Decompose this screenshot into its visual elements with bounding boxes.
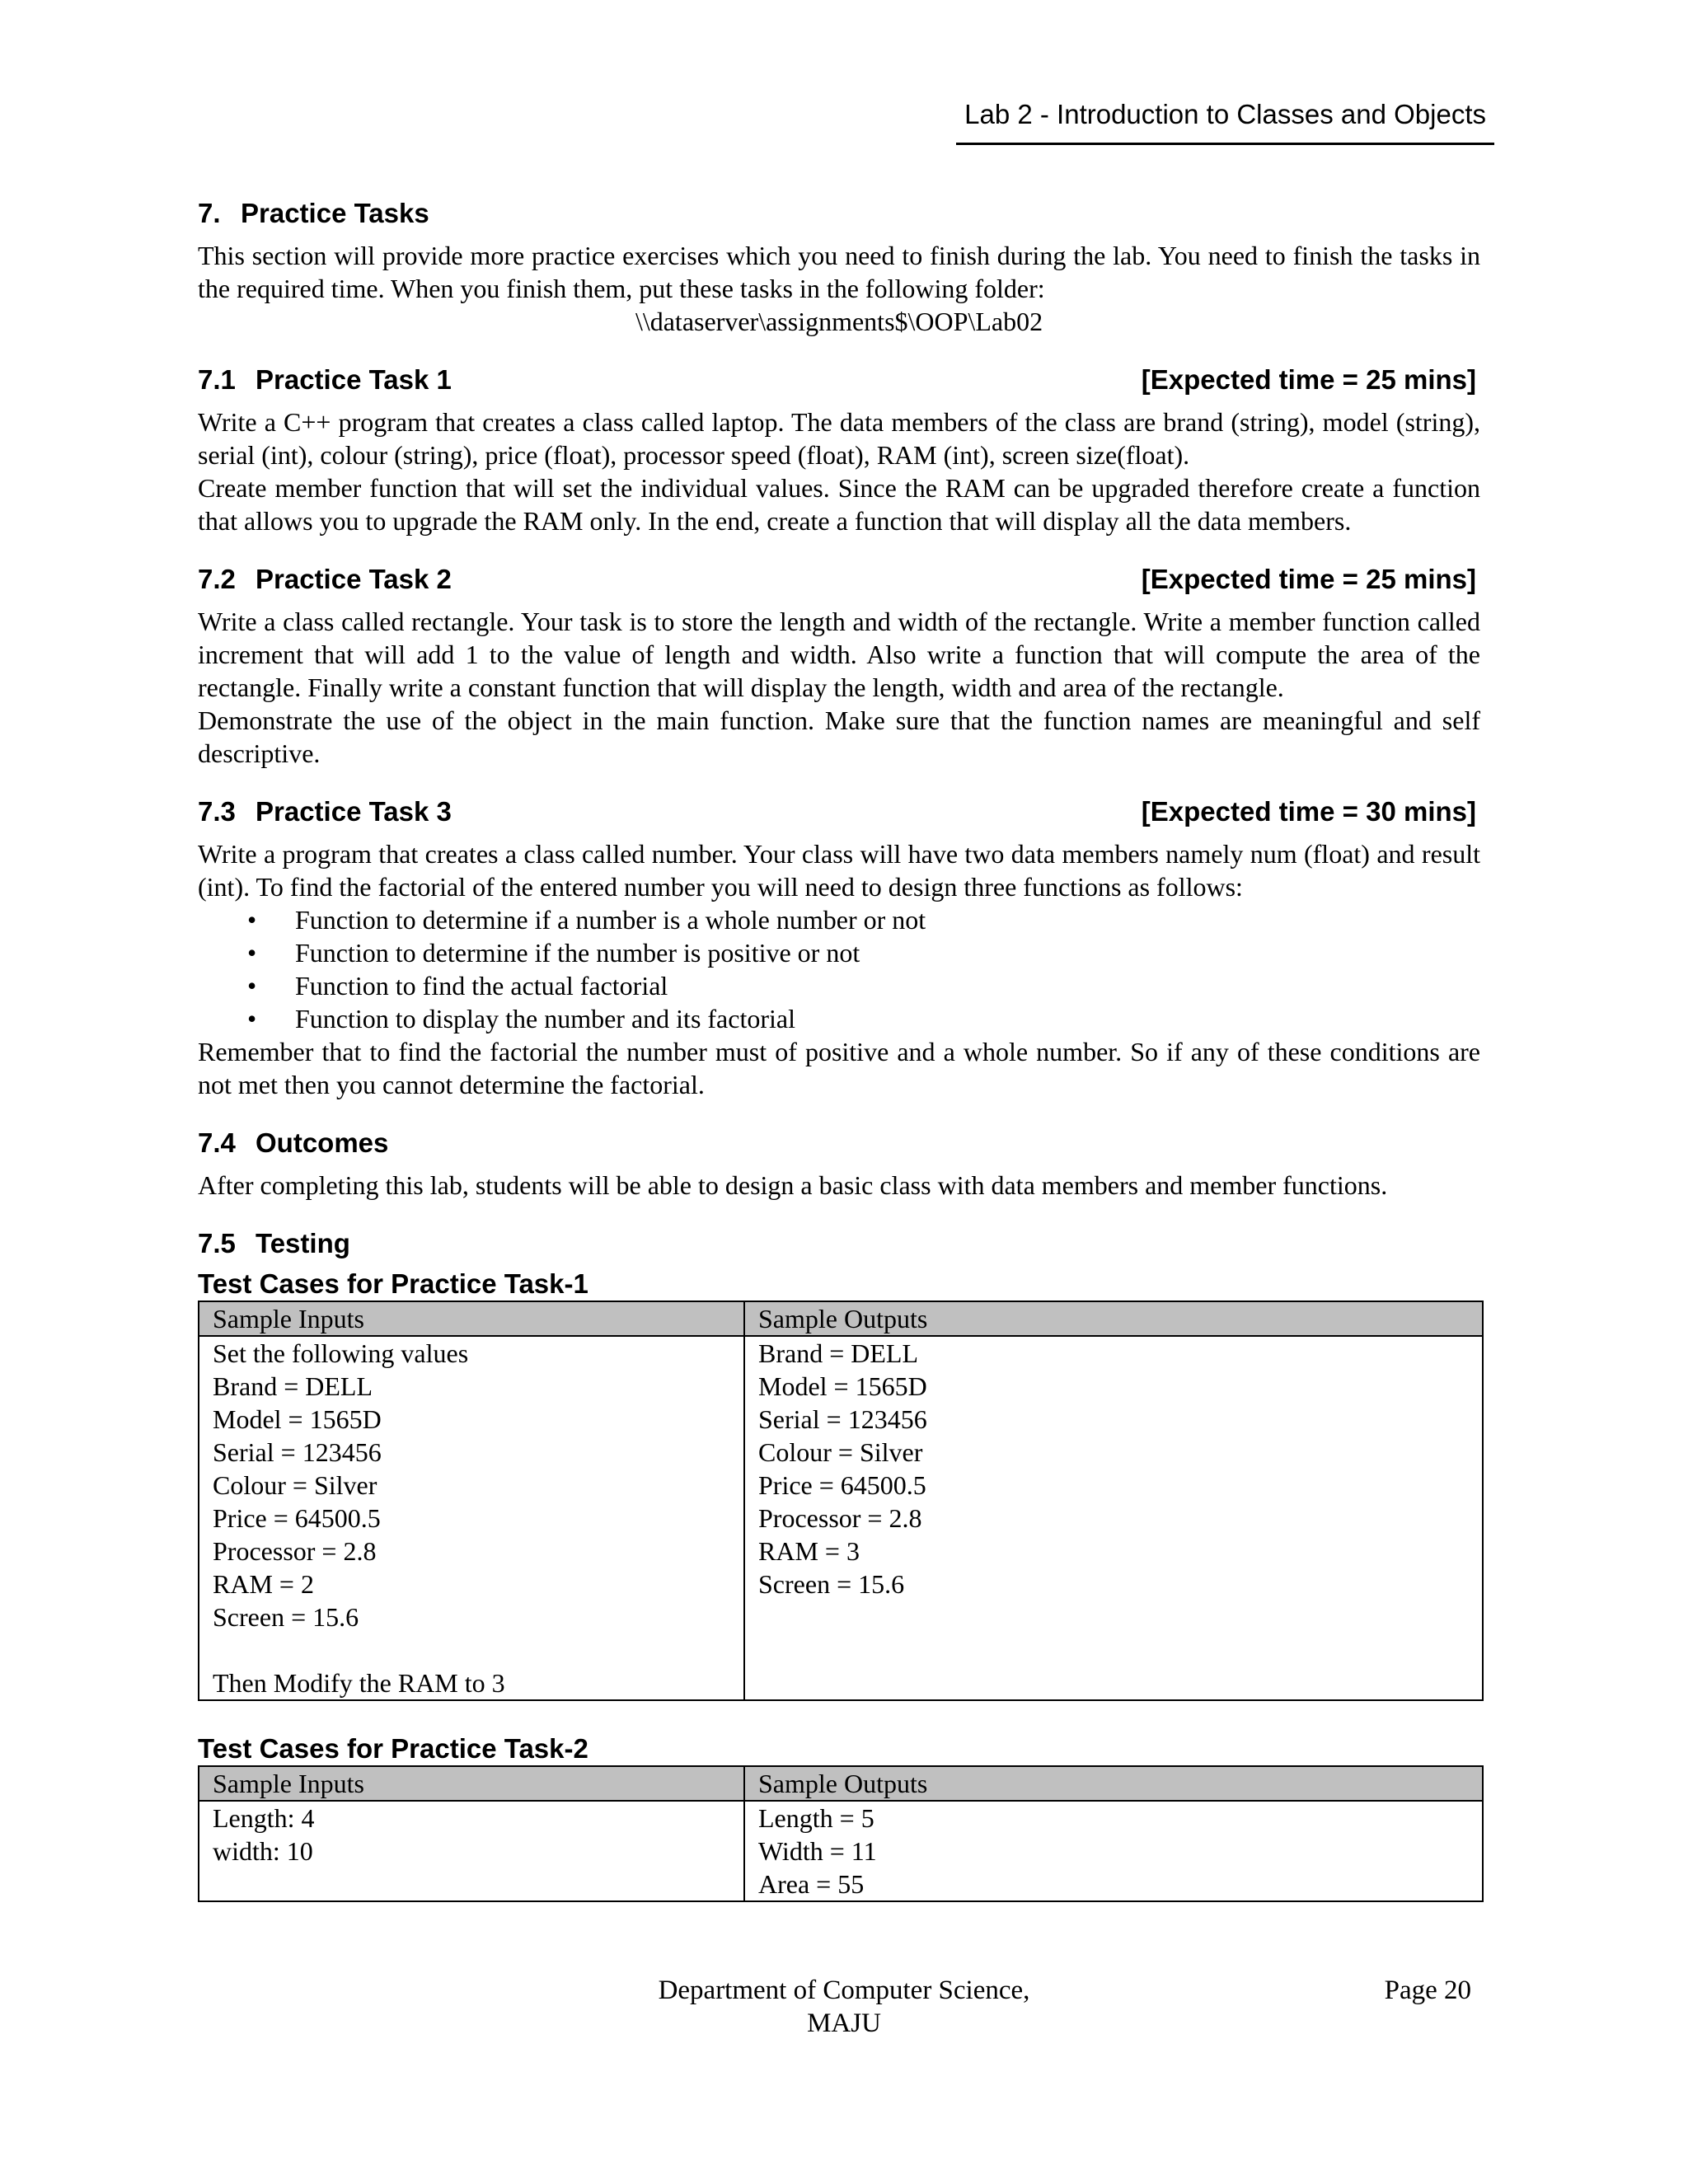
test-cases-2-title: Test Cases for Practice Task-2: [198, 1733, 588, 1764]
section-title: Practice Tasks: [241, 198, 429, 228]
output-line: Screen = 15.6: [758, 1569, 905, 1599]
list-item: [247, 969, 1480, 1002]
section-title: Outcomes: [256, 1127, 389, 1158]
task-3-heading: [198, 796, 1480, 827]
bullet-icon: •: [247, 938, 257, 968]
input-line: Serial = 123456: [213, 1437, 382, 1467]
footer-department-line-1: Department of Computer Science,: [658, 1975, 1030, 2005]
page-number: Page 20: [1384, 1975, 1471, 2005]
column-header-inputs: Sample Inputs: [199, 1301, 744, 1336]
section-number: 7.: [198, 198, 221, 228]
header-rule: [956, 143, 1494, 145]
inputs-cell: [199, 1801, 744, 1901]
input-line: [213, 1633, 730, 1666]
footer-department-line-2: MAJU: [807, 2008, 881, 2038]
section-number: 7.5: [198, 1228, 236, 1258]
bullet-icon: •: [247, 971, 257, 1001]
input-line: Processor = 2.8: [213, 1536, 377, 1566]
output-line: Brand = DELL: [758, 1338, 918, 1368]
output-line: Width = 11: [758, 1836, 877, 1866]
task-title: Practice Task 1: [256, 364, 452, 395]
list-item-text: Function to find the actual factorial: [295, 971, 668, 1001]
task-3-bullet-list: [198, 903, 1480, 1035]
input-line: Length: 4: [213, 1803, 315, 1833]
outcomes-text: After completing this lab, students will be able to design a basic class with data members and member functions.: [198, 1170, 1388, 1200]
output-line: Price = 64500.5: [758, 1470, 926, 1500]
task-2-heading: [198, 564, 1480, 595]
task-2-paragraph-1: Write a class called rectangle. Your task is to store the length and width of the rectangle. Write a member function called increment that will add 1 to the value of length and width. Also write a function that will compute the area of the rectangle. Finally write a constant function that will display the length, width and area of the rectangle.: [198, 607, 1480, 702]
inputs-cell: [199, 1336, 744, 1700]
output-line: Serial = 123456: [758, 1404, 927, 1434]
table-row: [199, 1336, 1483, 1700]
bullet-icon: •: [247, 905, 257, 935]
table-header-row: [199, 1301, 1483, 1336]
outcomes-heading: [198, 1127, 1480, 1159]
bullet-icon: •: [247, 1004, 257, 1033]
list-item: [247, 936, 1480, 969]
input-line: Set the following values: [213, 1338, 469, 1368]
task-2-paragraph-2: Demonstrate the use of the object in the main function. Make sure that the function names are meaningful and self descriptive.: [198, 705, 1480, 768]
section-7-intro: This section will provide more practice exercises which you need to finish during the lab. You need to finish the tasks in the required time. When you finish them, put these tasks in the following folder:: [198, 241, 1480, 303]
list-item: [247, 903, 1480, 936]
test-cases-1-title: Test Cases for Practice Task-1: [198, 1268, 588, 1299]
testing-heading: [198, 1228, 1480, 1259]
task-1-heading: [198, 364, 1480, 396]
task-title: Practice Task 3: [256, 796, 452, 827]
task-1-paragraph-2: Create member function that will set the individual values. Since the RAM can be upgraded therefore create a function that allows you to upgrade the RAM only. In the end, create a function that will display all the data members.: [198, 473, 1480, 536]
expected-time: [Expected time = 25 mins]: [1141, 364, 1476, 395]
task-1-paragraph-1: Write a C++ program that creates a class called laptop. The data members of the class are brand (string), model (string), serial (int), colour (string), price (float), processor speed (float), RAM (int), screen size(float).: [198, 407, 1480, 470]
outputs-cell: [744, 1801, 1483, 1901]
test-cases-2-table: [198, 1765, 1484, 1902]
output-line: Model = 1565D: [758, 1371, 927, 1401]
input-line: Model = 1565D: [213, 1404, 382, 1434]
task-title: Practice Task 2: [256, 564, 452, 594]
test-cases-1-table: [198, 1301, 1484, 1701]
column-header-outputs: Sample Outputs: [744, 1301, 1483, 1336]
list-item: [247, 1002, 1480, 1035]
list-item-text: Function to determine if a number is a whole number or not: [295, 905, 926, 935]
task-number: 7.1: [198, 364, 236, 395]
input-line: Then Modify the RAM to 3: [213, 1668, 505, 1698]
table-header-row: [199, 1766, 1483, 1801]
section-number: 7.4: [198, 1127, 236, 1158]
task-number: 7.3: [198, 796, 236, 827]
folder-path: \\dataserver\assignments$\OOP\Lab02: [635, 307, 1043, 336]
input-line: RAM = 2: [213, 1569, 314, 1599]
section-7-heading: [198, 198, 1480, 229]
list-item-text: Function to display the number and its factorial: [295, 1004, 795, 1033]
expected-time: [Expected time = 30 mins]: [1141, 796, 1476, 827]
input-line: Brand = DELL: [213, 1371, 373, 1401]
task-number: 7.2: [198, 564, 236, 594]
task-3-paragraph-2: Remember that to find the factorial the number must of positive and a whole number. So if any of these conditions are not met then you cannot determine the factorial.: [198, 1037, 1480, 1099]
output-line: Length = 5: [758, 1803, 874, 1833]
task-3-paragraph-1: Write a program that creates a class called number. Your class will have two data members namely num (float) and result (int). To find the factorial of the entered number you will need to design three functions as follows:: [198, 839, 1480, 902]
expected-time: [Expected time = 25 mins]: [1141, 564, 1476, 594]
section-title: Testing: [256, 1228, 350, 1258]
input-line: Price = 64500.5: [213, 1503, 381, 1533]
outputs-cell: [744, 1336, 1483, 1700]
column-header-outputs: Sample Outputs: [744, 1766, 1483, 1801]
output-line: Processor = 2.8: [758, 1503, 922, 1533]
input-line: Colour = Silver: [213, 1470, 377, 1500]
list-item-text: Function to determine if the number is positive or not: [295, 938, 860, 968]
output-line: RAM = 3: [758, 1536, 860, 1566]
column-header-inputs: Sample Inputs: [199, 1766, 744, 1801]
input-line: width: 10: [213, 1836, 313, 1866]
page-header-title: Lab 2 - Introduction to Classes and Objects: [964, 99, 1486, 129]
page-content: [198, 198, 1480, 1902]
input-line: Screen = 15.6: [213, 1602, 359, 1632]
output-line: Area = 55: [758, 1869, 865, 1899]
output-line: Colour = Silver: [758, 1437, 923, 1467]
table-row: [199, 1801, 1483, 1901]
